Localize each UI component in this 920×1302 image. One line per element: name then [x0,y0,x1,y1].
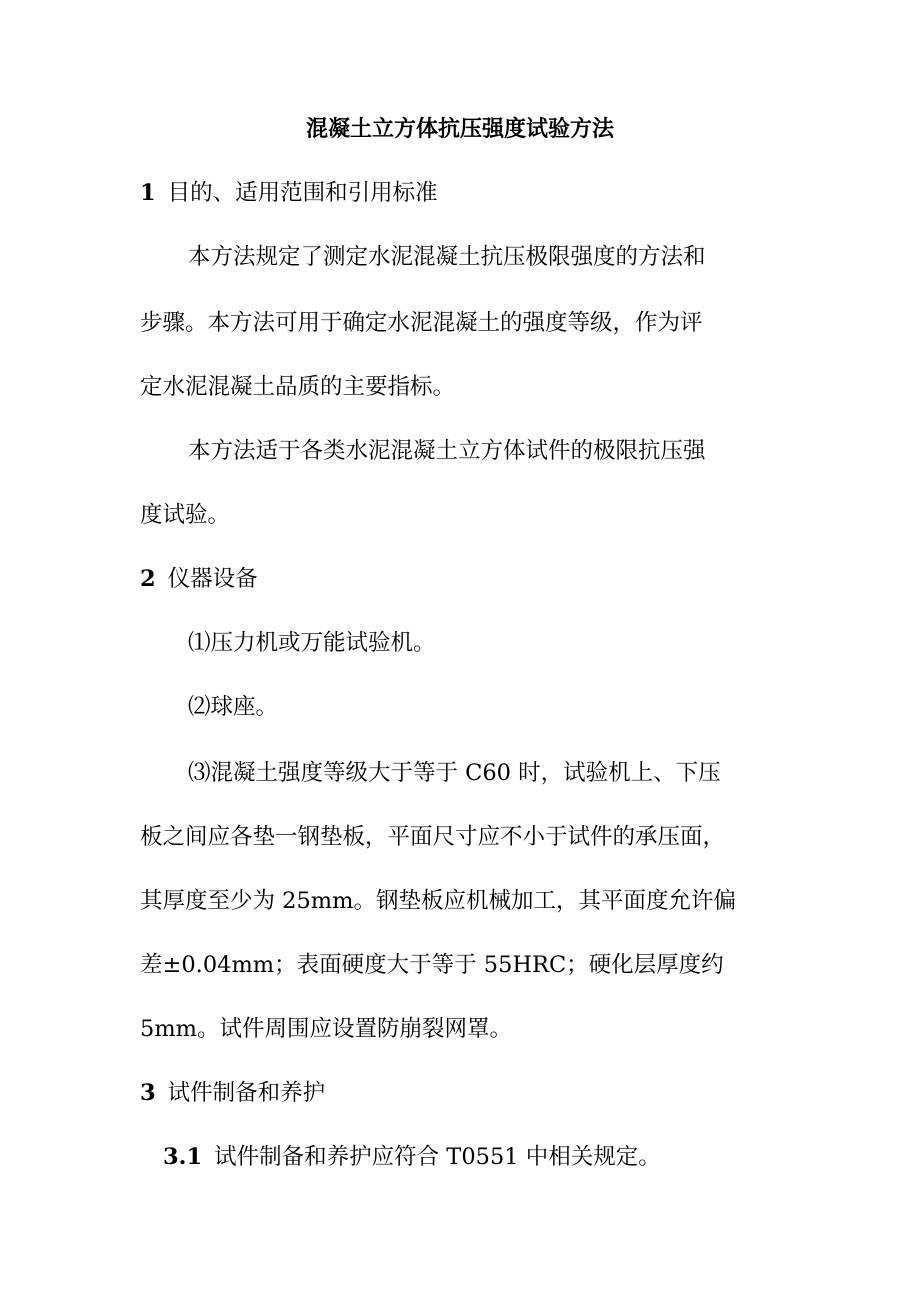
subsection-number: 3.1 [163,1144,203,1170]
section-number: 1 [140,180,156,206]
section-title: 试件制备和养护 [167,1080,326,1106]
paragraph-line: 本方法规定了测定水泥混凝土抗压极限强度的方法和 [188,244,706,270]
paragraph-line: 板之间应各垫一钢垫板，平面尺寸应不小于试件的承压面， [140,824,726,850]
paragraph-line: 差±0.04mm；表面硬度大于等于 55HRC；硬化层厚度约 [140,952,724,978]
paragraph-line: 本方法适于各类水泥混凝土立方体试件的极限抗压强 [188,438,706,464]
document-title: 混凝土立方体抗压强度试验方法 [305,116,614,142]
section-title: 目的、适用范围和引用标准 [167,180,438,206]
section-number: 3 [140,1080,156,1106]
section-2-heading [140,562,258,596]
subsection-3-1 [163,1140,661,1174]
paragraph-line: 5mm。试件周围应设置防崩裂网罩。 [140,1016,512,1042]
paragraph-line: 步骤。本方法可用于确定水泥混凝土的强度等级，作为评 [140,310,703,336]
paragraph-line: 其厚度至少为 25mm。钢垫板应机械加工，其平面度允许偏 [140,888,736,914]
section-number: 2 [140,566,156,592]
list-item: ⑴压力机或万能试验机。 [188,630,436,656]
section-1-heading [140,176,438,210]
paragraph-line: 度试验。 [140,502,231,528]
section-3-heading [140,1076,325,1110]
paragraph-line: 定水泥混凝土品质的主要指标。 [140,374,456,400]
subsection-text: 试件制备和养护应符合 T0551 中相关规定。 [214,1144,661,1170]
list-item: ⑵球座。 [188,694,279,720]
paragraph-line: ⑶混凝土强度等级大于等于 C60 时，试验机上、下压 [188,760,721,786]
section-title: 仪器设备 [167,566,258,592]
